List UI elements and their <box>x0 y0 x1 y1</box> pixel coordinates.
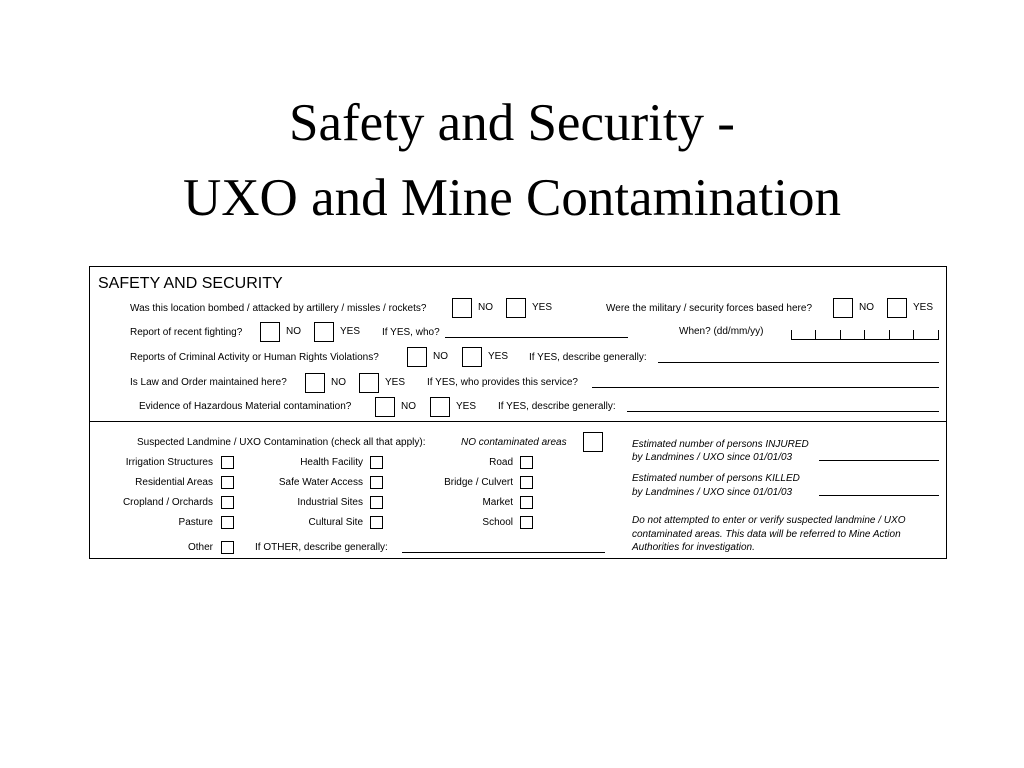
safety-security-form <box>89 266 947 559</box>
area-label-cropland: Cropland / Orchards <box>122 497 213 508</box>
slide-title-line1: Safety and Security - <box>289 94 735 152</box>
area-checkbox-residential[interactable] <box>221 476 234 489</box>
when-label: When? (dd/mm/yy) <box>679 326 764 337</box>
q-hazard-no-checkbox[interactable] <box>375 397 395 417</box>
area-checkbox-school[interactable] <box>520 516 533 529</box>
suspected-label: Suspected Landmine / UXO Contamination (check all that apply): <box>137 437 426 448</box>
q-military-yes-label: YES <box>913 302 934 313</box>
q-law-no-label: NO <box>331 377 346 388</box>
area-label-industrial: Industrial Sites <box>297 497 363 508</box>
criminal-describe-field[interactable] <box>658 362 939 363</box>
when-date-field[interactable] <box>791 329 939 340</box>
area-checkbox-industrial[interactable] <box>370 496 383 509</box>
q-military-no-label: NO <box>859 302 874 313</box>
area-checkbox-market[interactable] <box>520 496 533 509</box>
q-hazard-yes-checkbox[interactable] <box>430 397 450 417</box>
area-label-cultural: Cultural Site <box>308 517 363 528</box>
q-law-no-checkbox[interactable] <box>305 373 325 393</box>
q-hazard-yes-label: YES <box>456 401 477 412</box>
q-hazard-label: Evidence of Hazardous Material contamination? <box>139 401 352 412</box>
q-bombed-label: Was this location bombed / attacked by artillery / missles / rockets? <box>130 303 427 314</box>
form-heading: SAFETY AND SECURITY <box>98 275 283 292</box>
q-bombed-no-label: NO <box>478 302 493 313</box>
q-law-yes-checkbox[interactable] <box>359 373 379 393</box>
area-checkbox-road[interactable] <box>520 456 533 469</box>
q-criminal-yes-checkbox[interactable] <box>462 347 482 367</box>
area-checkbox-cropland[interactable] <box>221 496 234 509</box>
area-label-residential: Residential Areas <box>135 477 213 488</box>
hazard-describe-field[interactable] <box>627 411 939 412</box>
killed-label-line2: by Landmines / UXO since 01/01/03 <box>632 487 793 498</box>
q-bombed-yes-checkbox[interactable] <box>506 298 526 318</box>
injured-label-line1: Estimated number of persons INJURED <box>632 439 809 450</box>
area-label-health: Health Facility <box>300 457 363 468</box>
area-checkbox-pasture[interactable] <box>221 516 234 529</box>
no-contaminated-label: NO contaminated areas <box>461 437 567 448</box>
warning-note-line1: Do not attempted to enter or verify suspected landmine / UXO <box>632 515 906 526</box>
area-label-bridge: Bridge / Culvert <box>444 477 513 488</box>
q-bombed-no-checkbox[interactable] <box>452 298 472 318</box>
area-label-school: School <box>482 517 513 528</box>
law-service-label: If YES, who provides this service? <box>427 377 578 388</box>
area-checkbox-bridge[interactable] <box>520 476 533 489</box>
q-law-yes-label: YES <box>385 377 406 388</box>
q-military-yes-checkbox[interactable] <box>887 298 907 318</box>
killed-label-line1: Estimated number of persons KILLED <box>632 473 800 484</box>
q-fighting-no-checkbox[interactable] <box>260 322 280 342</box>
fighting-who-label: If YES, who? <box>382 327 440 338</box>
slide-title-line2: UXO and Mine Contamination <box>183 169 841 227</box>
fighting-who-field[interactable] <box>445 337 628 338</box>
warning-note-line2: contaminated areas. This data will be referred to Mine Action <box>632 529 901 540</box>
area-label-market: Market <box>482 497 513 508</box>
area-checkbox-other[interactable] <box>221 541 234 554</box>
other-describe-field[interactable] <box>402 552 605 553</box>
killed-count-field[interactable] <box>819 495 939 496</box>
q-hazard-no-label: NO <box>401 401 416 412</box>
area-label-other: Other <box>187 542 213 553</box>
q-fighting-no-label: NO <box>286 326 301 337</box>
area-checkbox-cultural[interactable] <box>370 516 383 529</box>
q-fighting-yes-checkbox[interactable] <box>314 322 334 342</box>
q-military-label: Were the military / security forces based here? <box>606 303 813 314</box>
q-criminal-no-checkbox[interactable] <box>407 347 427 367</box>
q-law-label: Is Law and Order maintained here? <box>130 377 287 388</box>
law-service-field[interactable] <box>592 387 939 388</box>
q-criminal-label: Reports of Criminal Activity or Human Rights Violations? <box>130 352 379 363</box>
section-divider <box>90 421 946 422</box>
q-criminal-yes-label: YES <box>488 351 509 362</box>
q-fighting-yes-label: YES <box>340 326 361 337</box>
hazard-describe-label: If YES, describe generally: <box>498 401 616 412</box>
criminal-describe-label: If YES, describe generally: <box>529 352 647 363</box>
q-fighting-label: Report of recent fighting? <box>130 327 243 338</box>
area-checkbox-health[interactable] <box>370 456 383 469</box>
area-checkbox-irrigation[interactable] <box>221 456 234 469</box>
area-checkbox-water[interactable] <box>370 476 383 489</box>
q-bombed-yes-label: YES <box>532 302 553 313</box>
q-military-no-checkbox[interactable] <box>833 298 853 318</box>
injured-count-field[interactable] <box>819 460 939 461</box>
injured-label-line2: by Landmines / UXO since 01/01/03 <box>632 452 793 463</box>
area-label-road: Road <box>489 457 513 468</box>
area-label-pasture: Pasture <box>178 517 213 528</box>
warning-note-line3: Authorities for investigation. <box>632 542 755 553</box>
area-label-irrigation: Irrigation Structures <box>125 457 213 468</box>
no-contaminated-checkbox[interactable] <box>583 432 603 452</box>
q-criminal-no-label: NO <box>433 351 448 362</box>
area-label-water: Safe Water Access <box>278 477 363 488</box>
other-describe-label: If OTHER, describe generally: <box>255 542 388 553</box>
